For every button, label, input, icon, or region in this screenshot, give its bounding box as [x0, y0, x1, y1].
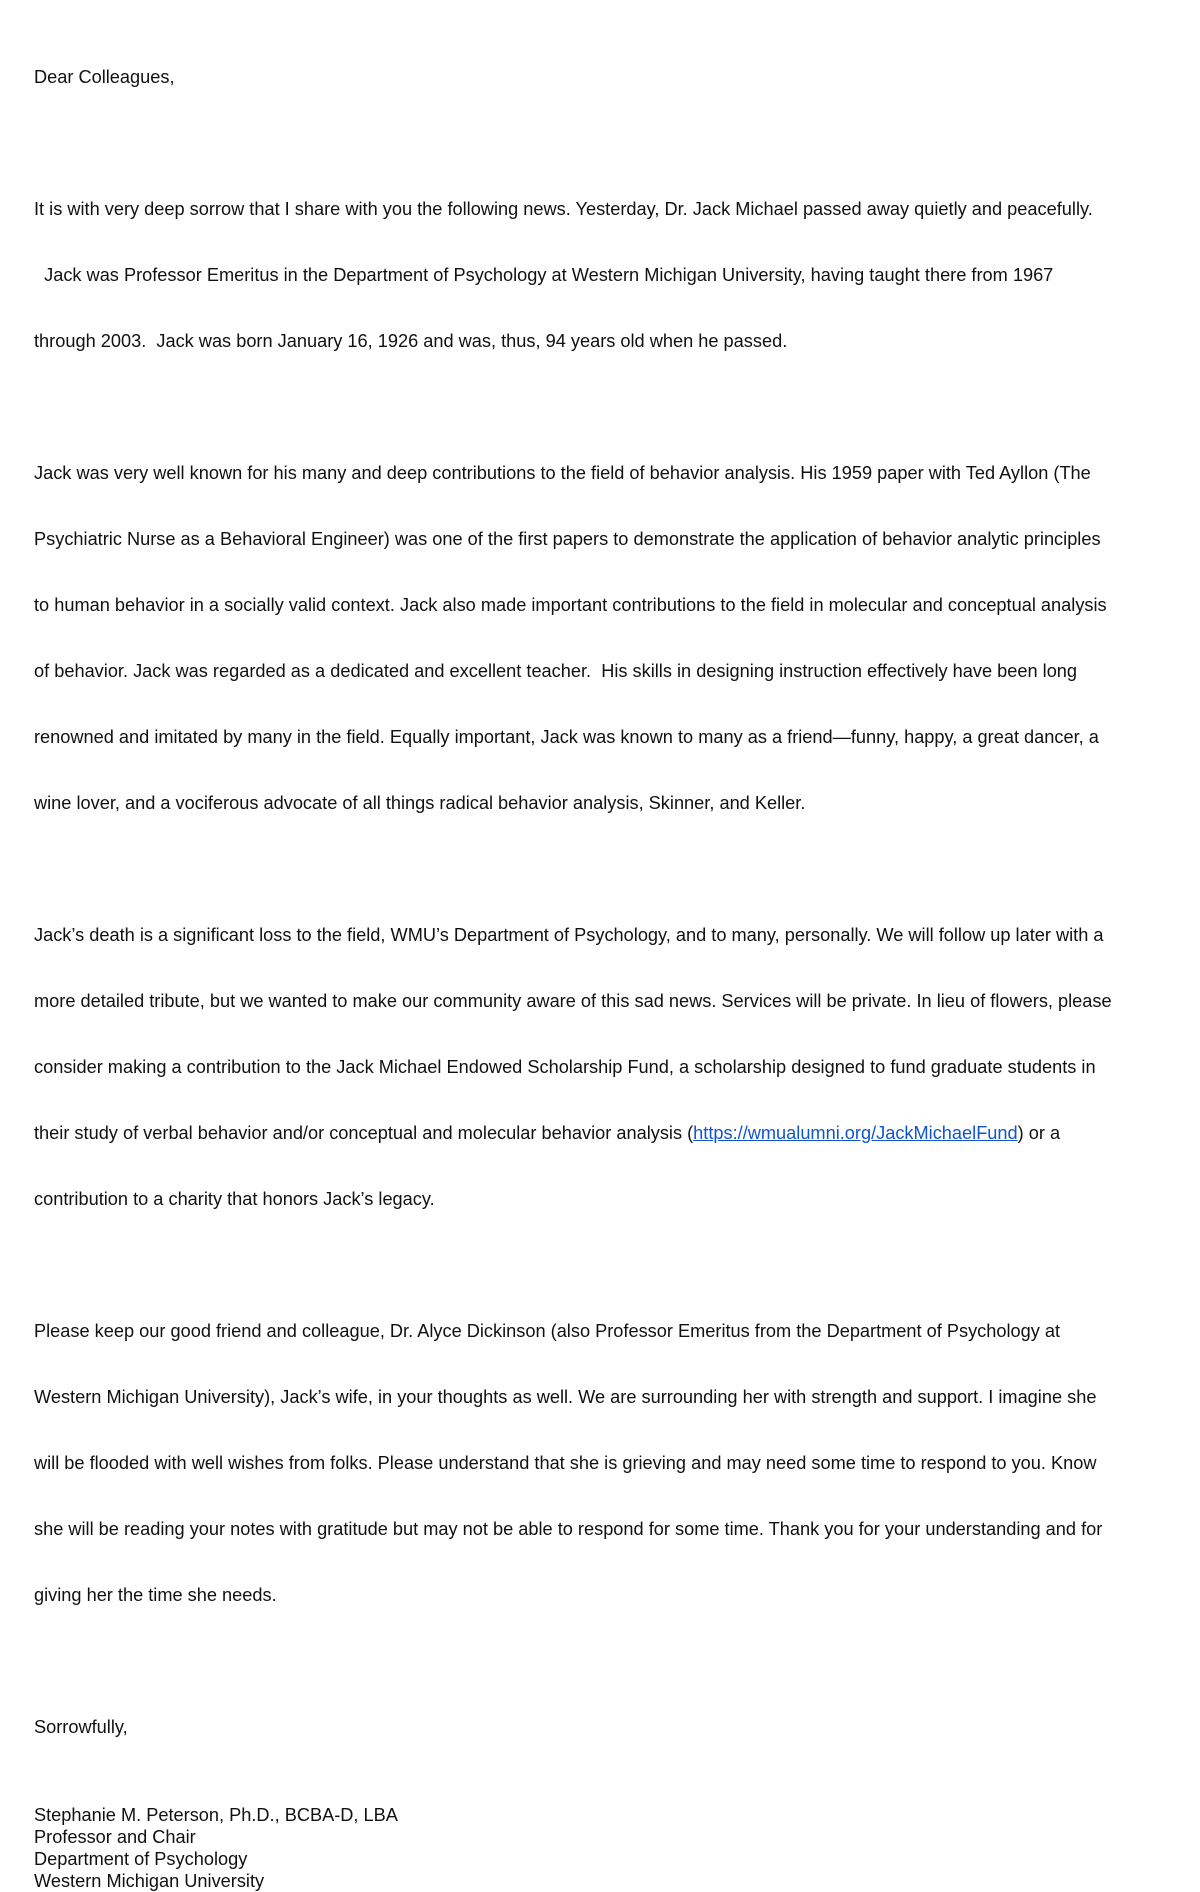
paragraph-line: renowned and imitated by many in the field. Equally important, Jack was known to many as a friend—funny, happy, a great dancer, a [34, 727, 1099, 747]
greeting-paragraph [34, 22, 1184, 132]
paragraph-line: It is with very deep sorrow that I share with you the following news. Yesterday, Dr. Jack Michael passed away quietly and peacefully. [34, 199, 1093, 219]
paragraph-line: Jack was very well known for his many and deep contributions to the field of behavior analysis. His 1959 paper with Ted Ayllon (The [34, 463, 1091, 483]
paragraph-line: consider making a contribution to the Jack Michael Endowed Scholarship Fund, a scholarship designed to fund graduate students in [34, 1057, 1096, 1077]
paragraph-line: Jack’s death is a significant loss to the field, WMU’s Department of Psychology, and to many, personally. We will follow up later with a [34, 925, 1104, 945]
paragraph-line: to human behavior in a socially valid context. Jack also made important contributions to the field in molecular and conceptual analysis [34, 595, 1107, 615]
greeting: Dear Colleagues, [34, 67, 175, 87]
scholarship-fund-link[interactable]: https://wmualumni.org/JackMichaelFund [693, 1123, 1018, 1143]
paragraph-line: wine lover, and a vociferous advocate of all things radical behavior analysis, Skinner, and Keller. [34, 793, 806, 813]
paragraph-line: Western Michigan University), Jack’s wife, in your thoughts as well. We are surrounding her with strength and support. I imagine she [34, 1387, 1097, 1407]
paragraph-contributions [34, 418, 1184, 858]
paragraph-line-with-link [34, 1122, 1184, 1144]
paragraph-line: contribution to a charity that honors Jack’s legacy. [34, 1189, 435, 1209]
paragraph-line: will be flooded with well wishes from folks. Please understand that she is grieving and may need some time to respond to you. Know [34, 1453, 1097, 1473]
link-line-suffix: ) or a [1017, 1123, 1061, 1143]
paragraph-loss-and-fund [34, 880, 1184, 1254]
paragraph-announcement [34, 154, 1184, 396]
paragraph-line: giving her the time she needs. [34, 1585, 277, 1605]
signature-block [34, 1804, 1184, 1892]
signature-name: Stephanie M. Peterson, Ph.D., BCBA-D, LBA [34, 1805, 398, 1825]
closing: Sorrowfully, [34, 1717, 128, 1737]
paragraph-line: through 2003. Jack was born January 16, 1926 and was, thus, 94 years old when he passed. [34, 331, 788, 351]
signature-university: Western Michigan University [34, 1871, 265, 1891]
paragraph-line: more detailed tribute, but we wanted to make our community aware of this sad news. Services will be private. In lieu of flowers, please [34, 991, 1112, 1011]
paragraph-line: Psychiatric Nurse as a Behavioral Engineer) was one of the first papers to demonstrate the application of behavior analytic principles [34, 529, 1101, 549]
paragraph-alyce-dickinson [34, 1276, 1184, 1650]
closing-paragraph [34, 1672, 1184, 1782]
paragraph-line: she will be reading your notes with gratitude but may not be able to respond for some time. Thank you for your understanding and for [34, 1519, 1103, 1539]
paragraph-line: Jack was Professor Emeritus in the Department of Psychology at Western Michigan University, having taught there from 1967 [34, 265, 1054, 285]
signature-title: Professor and Chair [34, 1827, 196, 1847]
paragraph-line: of behavior. Jack was regarded as a dedicated and excellent teacher. His skills in designing instruction effectively have been long [34, 661, 1078, 681]
link-line-prefix: their study of verbal behavior and/or conceptual and molecular behavior analysis ( [34, 1123, 694, 1143]
signature-department: Department of Psychology [34, 1849, 248, 1869]
letter-body [34, 22, 1184, 1892]
paragraph-line: Please keep our good friend and colleague, Dr. Alyce Dickinson (also Professor Emeritus from the Department of Psychology at [34, 1321, 1061, 1341]
